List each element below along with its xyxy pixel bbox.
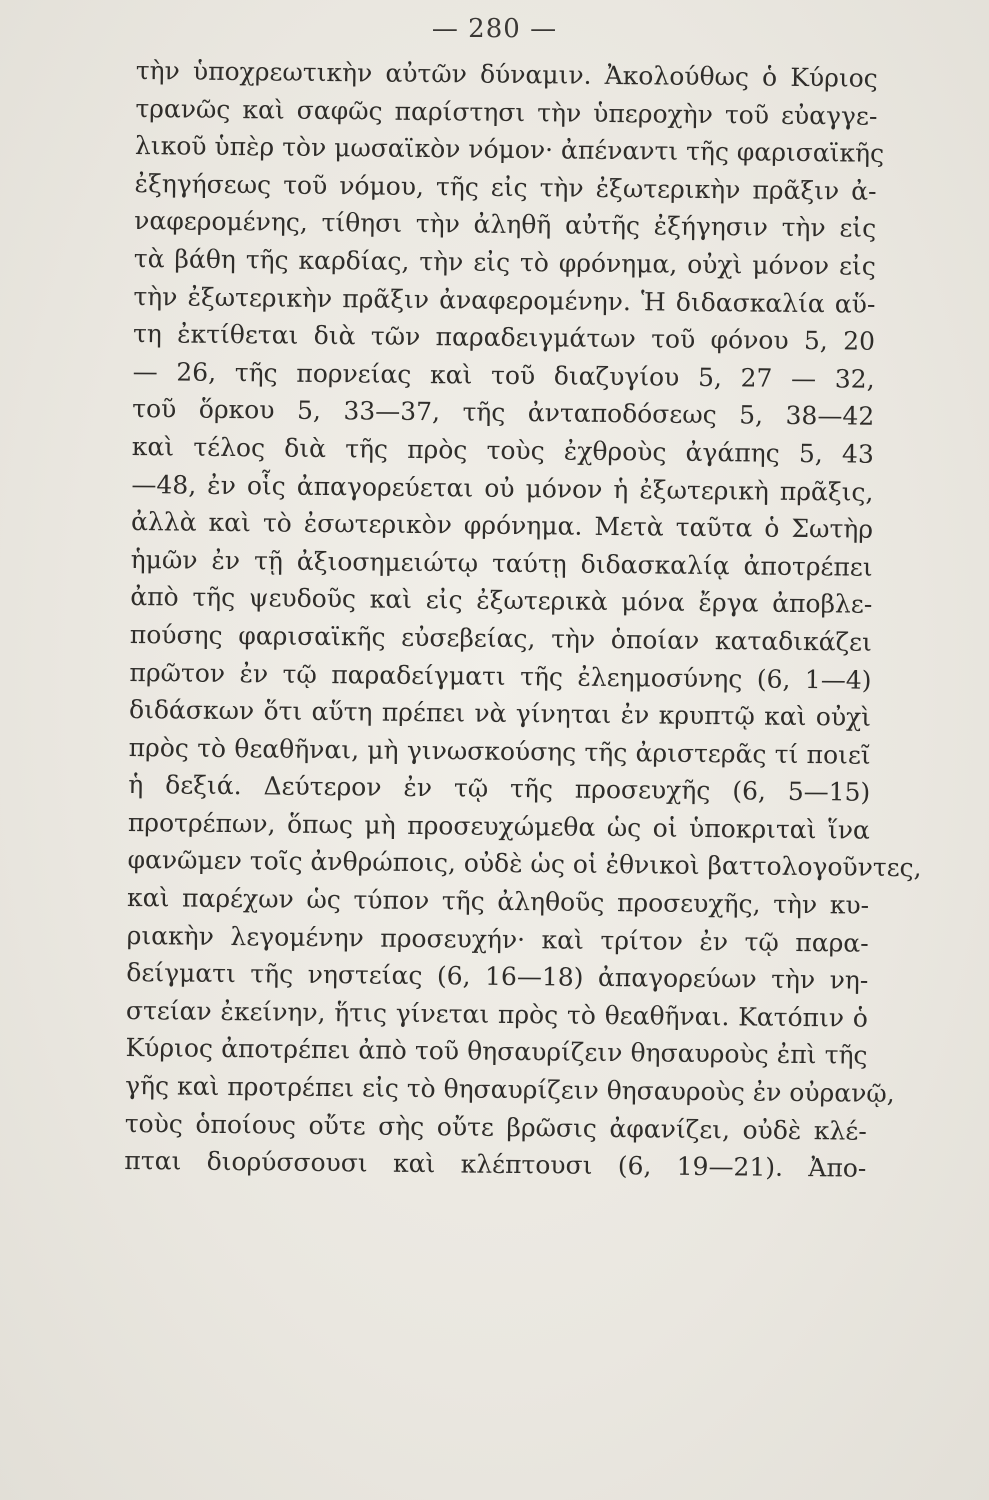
text-line: πται διορύσσουσι καὶ κλέπτουσι (6, 19—21). Ἀπο- xyxy=(124,1146,867,1183)
text-line: καὶ τέλος διὰ τῆς πρὸς τοὺς ἐχθροὺς ἀγάπης 5, 43 xyxy=(131,431,874,469)
text-line: τοῦ ὅρκου 5, 33—37, τῆς ἀνταποδόσεως 5, 38—42 xyxy=(132,394,875,432)
body-text xyxy=(124,52,922,1188)
text-line: πρὸς τὸ θεαθῆναι, μὴ γινωσκούσης τῆς ἀριστερᾶς τί ποιεῖ xyxy=(128,732,871,770)
text-line: —48, ἐν οἷς ἀπαγορεύεται οὐ μόνον ἡ ἐξωτερικὴ πρᾶξις, xyxy=(131,469,874,507)
page-number: — 280 — xyxy=(431,14,558,44)
text-line: ἐξηγήσεως τοῦ νόμου, τῆς εἰς τὴν ἐξωτερικὴν πρᾶξιν ἀ- xyxy=(134,168,877,206)
text-line: στείαν ἐκείνην, ἥτις γίνεται πρὸς τὸ θεαθῆναι. Κατόπιν ὁ xyxy=(125,995,869,1033)
text-line: ἀπὸ τῆς ψευδοῦς καὶ εἰς ἐξωτερικὰ μόνα ἔργα ἀποβλε- xyxy=(130,582,873,620)
text-line: ἡ δεξιά. Δεύτερον ἐν τῷ τῆς προσευχῆς (6, 5—15) xyxy=(128,770,871,808)
text-line: τοὺς ὁποίους οὔτε σὴς οὔτε βρῶσις ἀφανίζει, οὐδὲ κλέ- xyxy=(124,1108,867,1146)
text-line: καὶ παρέχων ὡς τύπον τῆς ἀληθοῦς προσευχῆς, τὴν κυ- xyxy=(126,883,870,920)
text-line: λικοῦ ὑπὲρ τὸν μωσαϊκὸν νόμον· ἀπέναντι τῆς φαρισαϊκῆς xyxy=(134,131,885,169)
text-line: πούσης φαρισαϊκῆς εὐσεβείας, τὴν ὁποίαν καταδικάζει xyxy=(129,619,873,657)
text-line: γῆς καὶ προτρέπει εἰς τὸ θησαυρίζειν θησαυροὺς ἐν οὐρανῷ, xyxy=(125,1070,895,1109)
text-line: ἀλλὰ καὶ τὸ ἐσωτερικὸν φρόνημα. Μετὰ ταῦτα ὁ Σωτὴρ xyxy=(130,507,874,544)
text-line: — 26, τῆς πορνείας καὶ τοῦ διαζυγίου 5, 27 — 32, xyxy=(132,356,875,394)
text-line: ἡμῶν ἐν τῇ ἀξιοσημειώτῳ ταύτῃ διδασκαλίᾳ ἀποτρέπει xyxy=(130,544,873,582)
text-line: τρανῶς καὶ σαφῶς παρίστησι τὴν ὑπεροχὴν τοῦ εὐαγγε- xyxy=(135,93,878,131)
text-line: τὴν ὑποχρεωτικὴν αὐτῶν δύναμιν. Ἀκολούθως ὁ Κύριος xyxy=(135,55,878,93)
text-line: τὴν ἐξωτερικὴν πρᾶξιν ἀναφερομένην. Ἡ διδασκαλία αὕ- xyxy=(133,281,876,319)
text-line: διδάσκων ὅτι αὕτη πρέπει νὰ γίνηται ἐν κρυπτῷ καὶ οὐχὶ xyxy=(128,695,872,732)
text-line: φανῶμεν τοῖς ἀνθρώποις, οὐδὲ ὡς οἱ ἐθνικοὶ βαττολογοῦντες, xyxy=(127,845,922,883)
text-line: Κύριος ἀποτρέπει ἀπὸ τοῦ θησαυρίζειν θησαυροὺς ἐπὶ τῆς xyxy=(125,1033,868,1071)
text-line: δείγματι τῆς νηστείας (6, 16—18) ἀπαγορεύων τὴν νη- xyxy=(126,958,869,995)
text-line: πρῶτον ἐν τῷ παραδείγματι τῆς ἐλεημοσύνης (6, 1—4) xyxy=(129,657,872,695)
text-line: προτρέπων, ὅπως μὴ προσευχώμεθα ὡς οἱ ὑποκριταὶ ἵνα xyxy=(127,807,871,845)
text-line: ριακὴν λεγομένην προσευχήν· καὶ τρίτον ἐν τῷ παρα- xyxy=(126,920,869,958)
text-line: τη ἐκτίθεται διὰ τῶν παραδειγμάτων τοῦ φόνου 5, 20 xyxy=(132,319,876,356)
text-line: ναφερομένης, τίθησι τὴν ἀληθῆ αὐτῆς ἐξήγησιν τὴν εἰς xyxy=(134,206,877,244)
text-line: τὰ βάθη τῆς καρδίας, τὴν εἰς τὸ φρόνημα, οὐχὶ μόνον εἰς xyxy=(133,243,876,281)
